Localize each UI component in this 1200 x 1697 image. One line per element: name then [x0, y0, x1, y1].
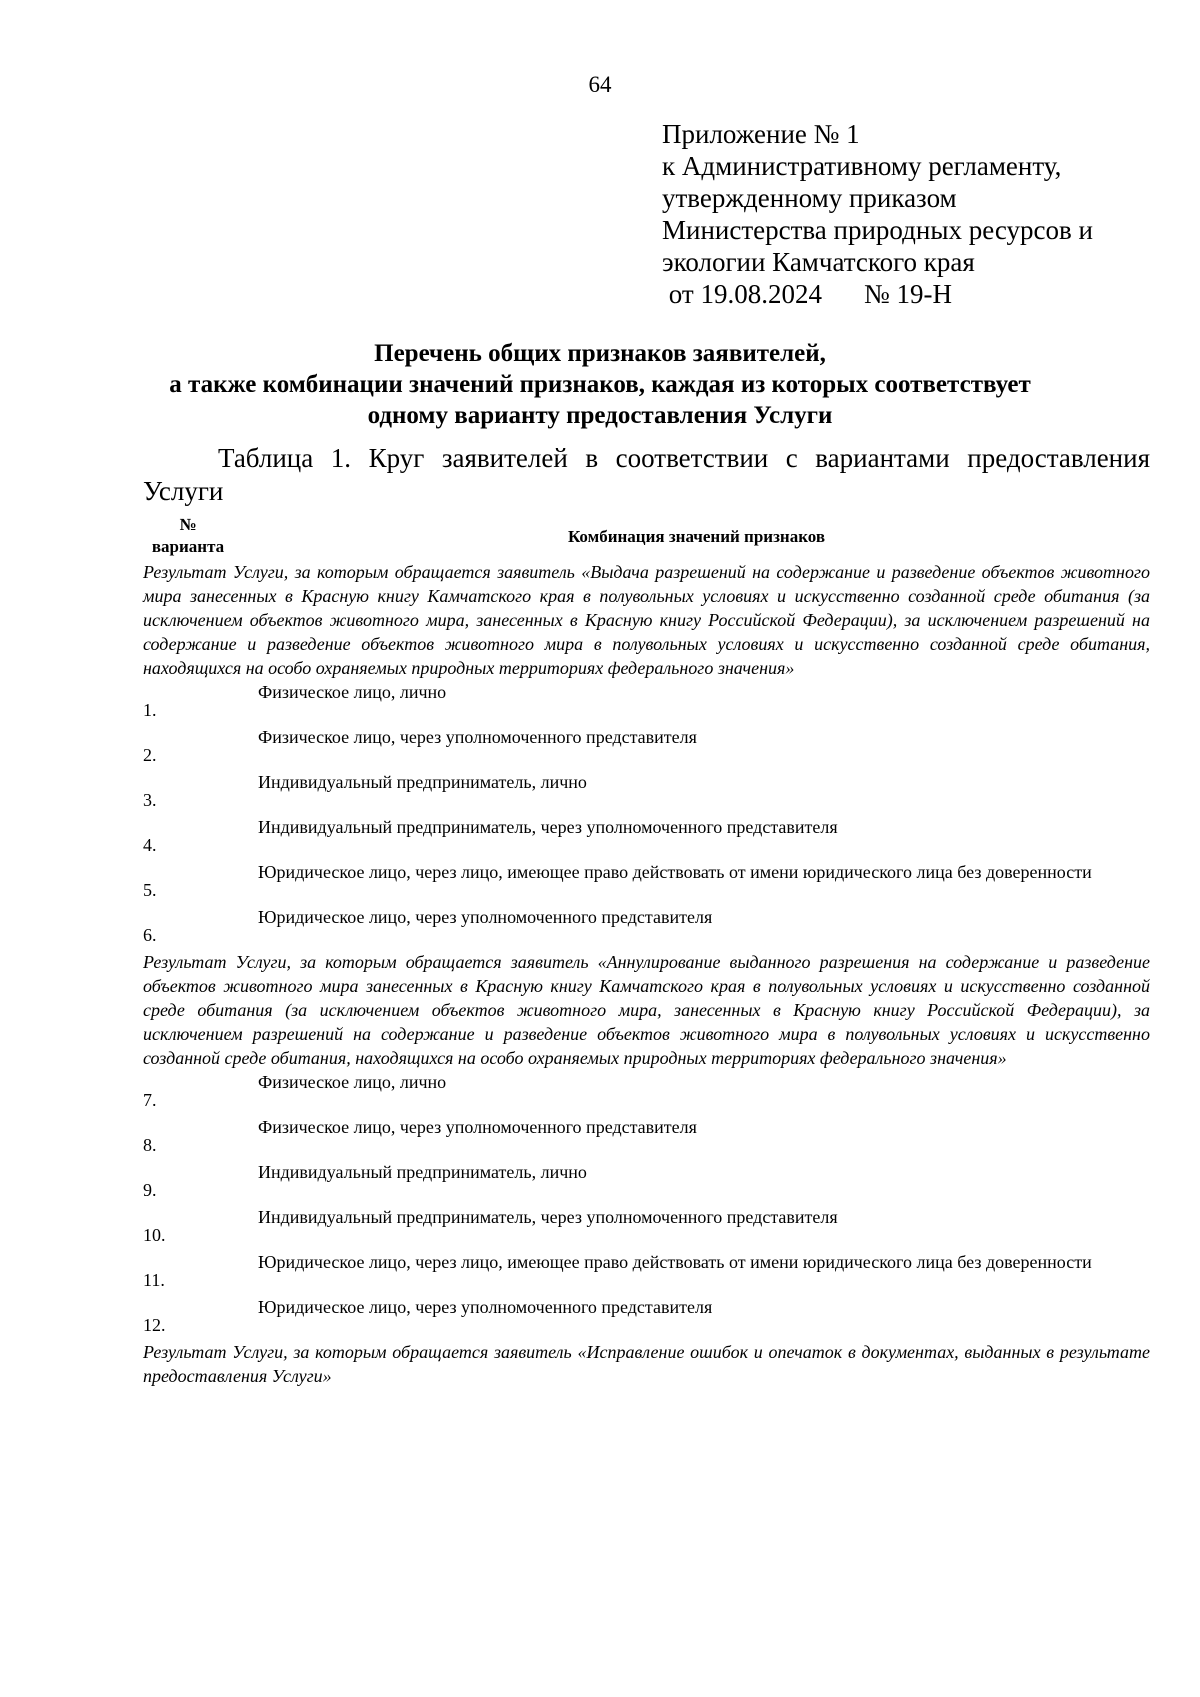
table-row: [143, 1205, 1150, 1250]
table-header: [143, 514, 1150, 560]
applicant-combination: Индивидуальный предприниматель, через уполномоченного представителя: [258, 1207, 838, 1227]
table-row: [143, 1295, 1150, 1340]
appendix-block: [662, 118, 1093, 310]
applicant-combination: Физическое лицо, через уполномоченного представителя: [258, 727, 697, 747]
applicant-combination: Физическое лицо, лично: [258, 682, 447, 702]
result-description: Результат Услуги, за которым обращается заявитель «Исправление ошибок и опечаток в документах, выданных в результате предоставления Услуги»: [143, 1342, 1150, 1386]
title-line: Перечень общих признаков заявителей,: [374, 340, 826, 367]
table-row: [143, 770, 1150, 815]
table-row: [143, 905, 1150, 950]
variant-number: 9.: [143, 1180, 157, 1200]
variant-number: 1.: [143, 700, 157, 720]
applicant-combination: Юридическое лицо, через уполномоченного представителя: [258, 907, 713, 927]
appendix-line: утвержденному приказом: [662, 183, 957, 213]
applicant-combination: Индивидуальный предприниматель, через уполномоченного представителя: [258, 817, 838, 837]
variant-number: 5.: [143, 880, 157, 900]
table-caption: Таблица 1. Круг заявителей в соответствии с вариантами предоставления Услуги: [143, 443, 1150, 506]
appendix-line: к Административному регламенту,: [662, 151, 1062, 181]
title-line: одному варианту предоставления Услуги: [367, 402, 833, 429]
applicant-combination: Юридическое лицо, через лицо, имеющее право действовать от имени юридического лица без доверенности: [258, 862, 1092, 882]
variant-number: 10.: [143, 1225, 166, 1245]
table-row: [143, 1070, 1150, 1115]
order-date: от 19.08.2024: [668, 279, 822, 309]
header-variant-label: варианта: [151, 537, 225, 556]
table-body: [143, 560, 1150, 1388]
order-number: № 19-Н: [863, 279, 952, 309]
page-number: 64: [588, 72, 612, 97]
variant-number: 12.: [143, 1315, 166, 1335]
table-row: [143, 815, 1150, 860]
title-line: а также комбинации значений признаков, каждая из которых соответствует: [169, 371, 1031, 398]
variant-number: 8.: [143, 1135, 157, 1155]
document-title: [0, 338, 1200, 431]
variant-number: 7.: [143, 1090, 157, 1110]
table-row: [143, 860, 1150, 905]
applicant-combination: Физическое лицо, лично: [258, 1072, 447, 1092]
header-num-sign: №: [179, 515, 197, 534]
variant-number: 3.: [143, 790, 157, 810]
variant-number: 11.: [143, 1270, 165, 1290]
variant-number: 2.: [143, 745, 157, 765]
table-row: [143, 680, 1150, 725]
appendix-line: Приложение № 1: [662, 119, 860, 149]
applicant-combination: Физическое лицо, через уполномоченного представителя: [258, 1117, 697, 1137]
table-row: [143, 725, 1150, 770]
table-row: [143, 1250, 1150, 1295]
result-description: Результат Услуги, за которым обращается заявитель «Выдача разрешений на содержание и разведение объектов животного мира занесенных в Красную книгу Камчатского края в полувольных условиях и искусственно созданной среде обитания (за исключением объектов животного мира, занесенных в Красную книгу Российской Федерации), за исключением разрешений на содержание и разведение объектов животного мира в полувольных условиях и искусственно созданной среде обитания, находящихся на особо охраняемых природных территориях федерального значения»: [143, 562, 1150, 678]
header-variant-number: [143, 514, 233, 558]
applicant-combination: Индивидуальный предприниматель, лично: [258, 772, 587, 792]
appendix-date-line: [662, 278, 1093, 310]
variant-number: 6.: [143, 925, 157, 945]
header-combination: Комбинация значений признаков: [567, 527, 826, 546]
appendix-line: экологии Камчатского края: [662, 247, 975, 277]
applicant-combination: Юридическое лицо, через уполномоченного представителя: [258, 1297, 713, 1317]
applicant-combination: Юридическое лицо, через лицо, имеющее право действовать от имени юридического лица без доверенности: [258, 1252, 1092, 1272]
table-row: [143, 1115, 1150, 1160]
result-description: Результат Услуги, за которым обращается заявитель «Аннулирование выданного разрешения на содержание и разведение объектов животного мира занесенных в Красную книгу Камчатского края в полувольных условиях и искусственно созданной среде обитания (за исключением объектов животного мира, занесенных в Красную книгу Российской Федерации), за исключением разрешений на содержание и разведение объектов животного мира в полувольных условиях и искусственно созданной среде обитания, находящихся на особо охраняемых природных территориях федерального значения»: [143, 952, 1150, 1068]
table-row: [143, 1160, 1150, 1205]
appendix-line: Министерства природных ресурсов и: [662, 215, 1093, 245]
variant-number: 4.: [143, 835, 157, 855]
applicant-combination: Индивидуальный предприниматель, лично: [258, 1162, 587, 1182]
applicants-table: [143, 514, 1150, 1388]
